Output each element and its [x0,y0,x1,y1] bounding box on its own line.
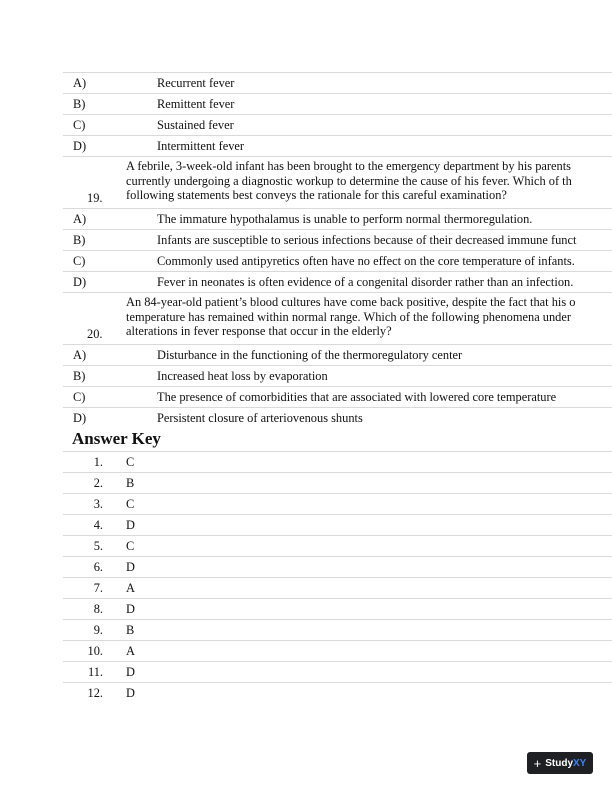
option-label: D) [73,139,87,153]
answer-row [63,598,612,620]
studyxy-badge[interactable] [527,752,593,774]
option-label: C) [73,390,86,404]
plus-icon: + [533,755,542,771]
answer-row [63,556,612,578]
question-text [126,295,575,339]
answer-number: 3. [93,497,103,511]
option-row [63,208,612,230]
answer-row [63,451,612,473]
option-row [63,407,612,429]
option-row [63,271,612,293]
answer-letter: C [126,497,135,511]
question-text-line: alterations in fever response that occur in the elderly? [126,324,392,338]
answer-number: 6. [93,560,103,574]
option-text: The presence of comorbidities that are associated with lowered core temperature [157,390,557,404]
answer-row [63,472,612,494]
answer-number: 7. [93,581,103,595]
option-row [63,386,612,408]
answer-number: 11. [87,665,103,679]
option-label: B) [73,233,86,247]
answer-row [63,535,612,557]
option-label: A) [73,348,87,362]
answer-letter: D [126,665,135,679]
answer-row [63,514,612,536]
answer-letter: B [126,476,135,490]
option-label: D) [73,411,87,425]
option-row [63,114,612,136]
option-label: C) [73,254,86,268]
question-text-line: An 84-year-old patient’s blood cultures have come back positive, despite the fact that his o [126,295,576,309]
answer-letter: D [126,560,135,574]
option-text: Disturbance in the functioning of the thermoregulatory center [157,348,463,362]
answer-key-heading: Answer Key [72,429,161,448]
option-row [63,72,612,94]
question-text [126,159,572,203]
option-text: Increased heat loss by evaporation [157,369,328,383]
answer-number: 8. [93,602,103,616]
answer-row [63,619,612,641]
answer-letter: D [126,602,135,616]
answer-row [63,640,612,662]
answer-row [63,493,612,515]
option-text: Recurrent fever [157,76,235,90]
option-text: Fever in neonates is often evidence of a congenital disorder rather than an infection. [157,275,574,289]
answer-number: 10. [87,644,103,658]
answer-number: 2. [93,476,103,490]
option-text: Persistent closure of arteriovenous shunts [157,411,363,425]
question-text-line: following statements best conveys the rationale for this careful examination? [126,188,507,202]
option-row [63,250,612,272]
option-text: Intermittent fever [157,139,245,153]
answer-letter: D [126,518,135,532]
option-label: A) [73,212,87,226]
answer-letter: A [126,581,135,595]
option-label: B) [73,97,86,111]
answer-number: 1. [93,455,103,469]
question-row-19 [63,156,612,209]
option-text: The immature hypothalamus is unable to perform normal thermoregulation. [157,212,533,226]
option-row [63,93,612,115]
answer-number: 12. [87,686,103,700]
option-row [63,344,612,366]
option-label: B) [73,369,86,383]
answer-row [63,661,612,683]
question-row-20 [63,292,612,345]
answer-letter: A [126,644,135,658]
option-text: Commonly used antipyretics often have no effect on the core temperature of infants. [157,254,575,268]
answer-number: 4. [93,518,103,532]
answer-letter: C [126,539,135,553]
answer-row [63,577,612,599]
answer-letter: B [126,623,135,637]
badge-label: StudyXY [545,757,587,769]
answer-letter: C [126,455,135,469]
option-row [63,229,612,251]
answer-row [63,682,612,704]
question-text-line: currently undergoing a diagnostic workup to determine the cause of his fever. Which of th [126,173,572,188]
option-text: Remittent fever [157,97,235,111]
option-text: Sustained fever [157,118,234,132]
question-number: 20. [87,327,103,341]
option-row [63,365,612,387]
option-label: D) [73,275,87,289]
option-label: C) [73,118,86,132]
question-text-line: temperature has remained within normal range. Which of the following phenomena under [126,309,571,324]
option-label: A) [73,76,87,90]
question-number: 19. [87,191,103,205]
question-text-line: A febrile, 3-week-old infant has been brought to the emergency department by his parents [126,159,572,173]
option-text: Infants are susceptible to serious infections because of their decreased immune funct [157,233,577,247]
option-row [63,135,612,157]
answer-number: 5. [93,539,103,553]
answer-number: 9. [93,623,103,637]
answer-letter: D [126,686,135,700]
